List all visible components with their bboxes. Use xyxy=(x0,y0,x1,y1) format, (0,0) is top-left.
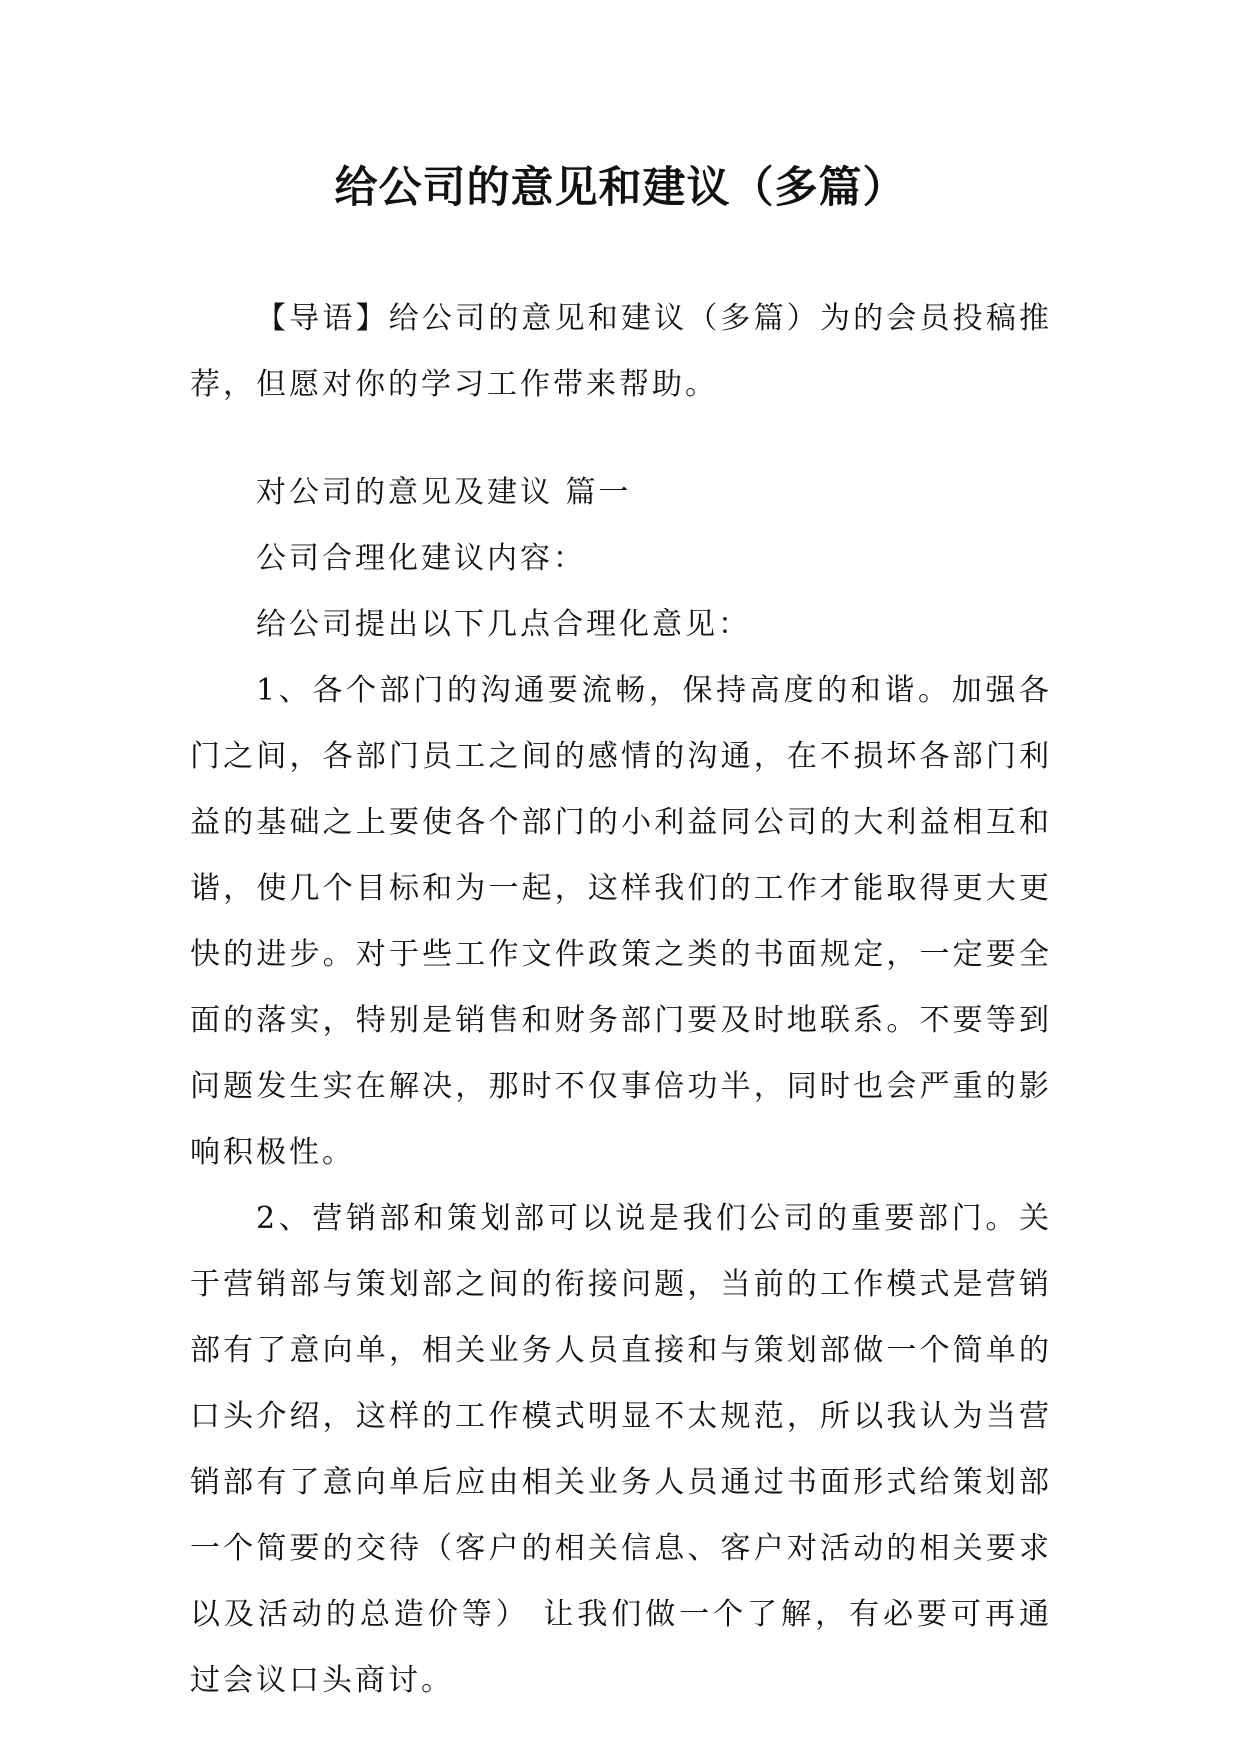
section-heading: 对公司的意见及建议 篇一 xyxy=(256,475,632,510)
paragraph-1: 公司合理化建议内容： xyxy=(256,541,586,576)
document-title: 给公司的意见和建议（多篇） xyxy=(334,163,907,213)
paragraph-4: 2、营销部和策划部可以说是我们公司的重要部门。关于营销部与策划部之间的衔接问题，当前的工作模式是营销部有了意向单，相关业务人员直接和与策划部做一个简单的口头介绍，这样的工作模式明显不太规范，所以我认为当营销部有了意向单后应由相关业务人员通过书面形式给策划部一个简要的交待（客户的相关信息、客户对活动的相关要求以及活动的总造价等） 让我们做一个了解，有必要可再通过会议口头商讨。 xyxy=(190,1201,1052,1698)
paragraph-3: 1、各个部门的沟通要流畅，保持高度的和谐。加强各门之间，各部门员工之间的感情的沟通，在不损坏各部门利益的基础之上要使各个部门的小利益同公司的大利益相互和谐，使几个目标和为一起，这样我们的工作才能取得更大更快的进步。对于些工作文件政策之类的书面规定，一定要全面的落实，特别是销售和财务部门要及时地联系。不要等到问题发生实在解决，那时不仅事倍功半，同时也会严重的影响积极性。 xyxy=(190,673,1052,1170)
intro-paragraph: 【导语】给公司的意见和建议（多篇）为的会员投稿推荐，但愿对你的学习工作带来帮助。 xyxy=(190,301,1052,402)
section-one xyxy=(190,460,1052,1714)
paragraph-2: 给公司提出以下几点合理化意见： xyxy=(256,607,751,642)
